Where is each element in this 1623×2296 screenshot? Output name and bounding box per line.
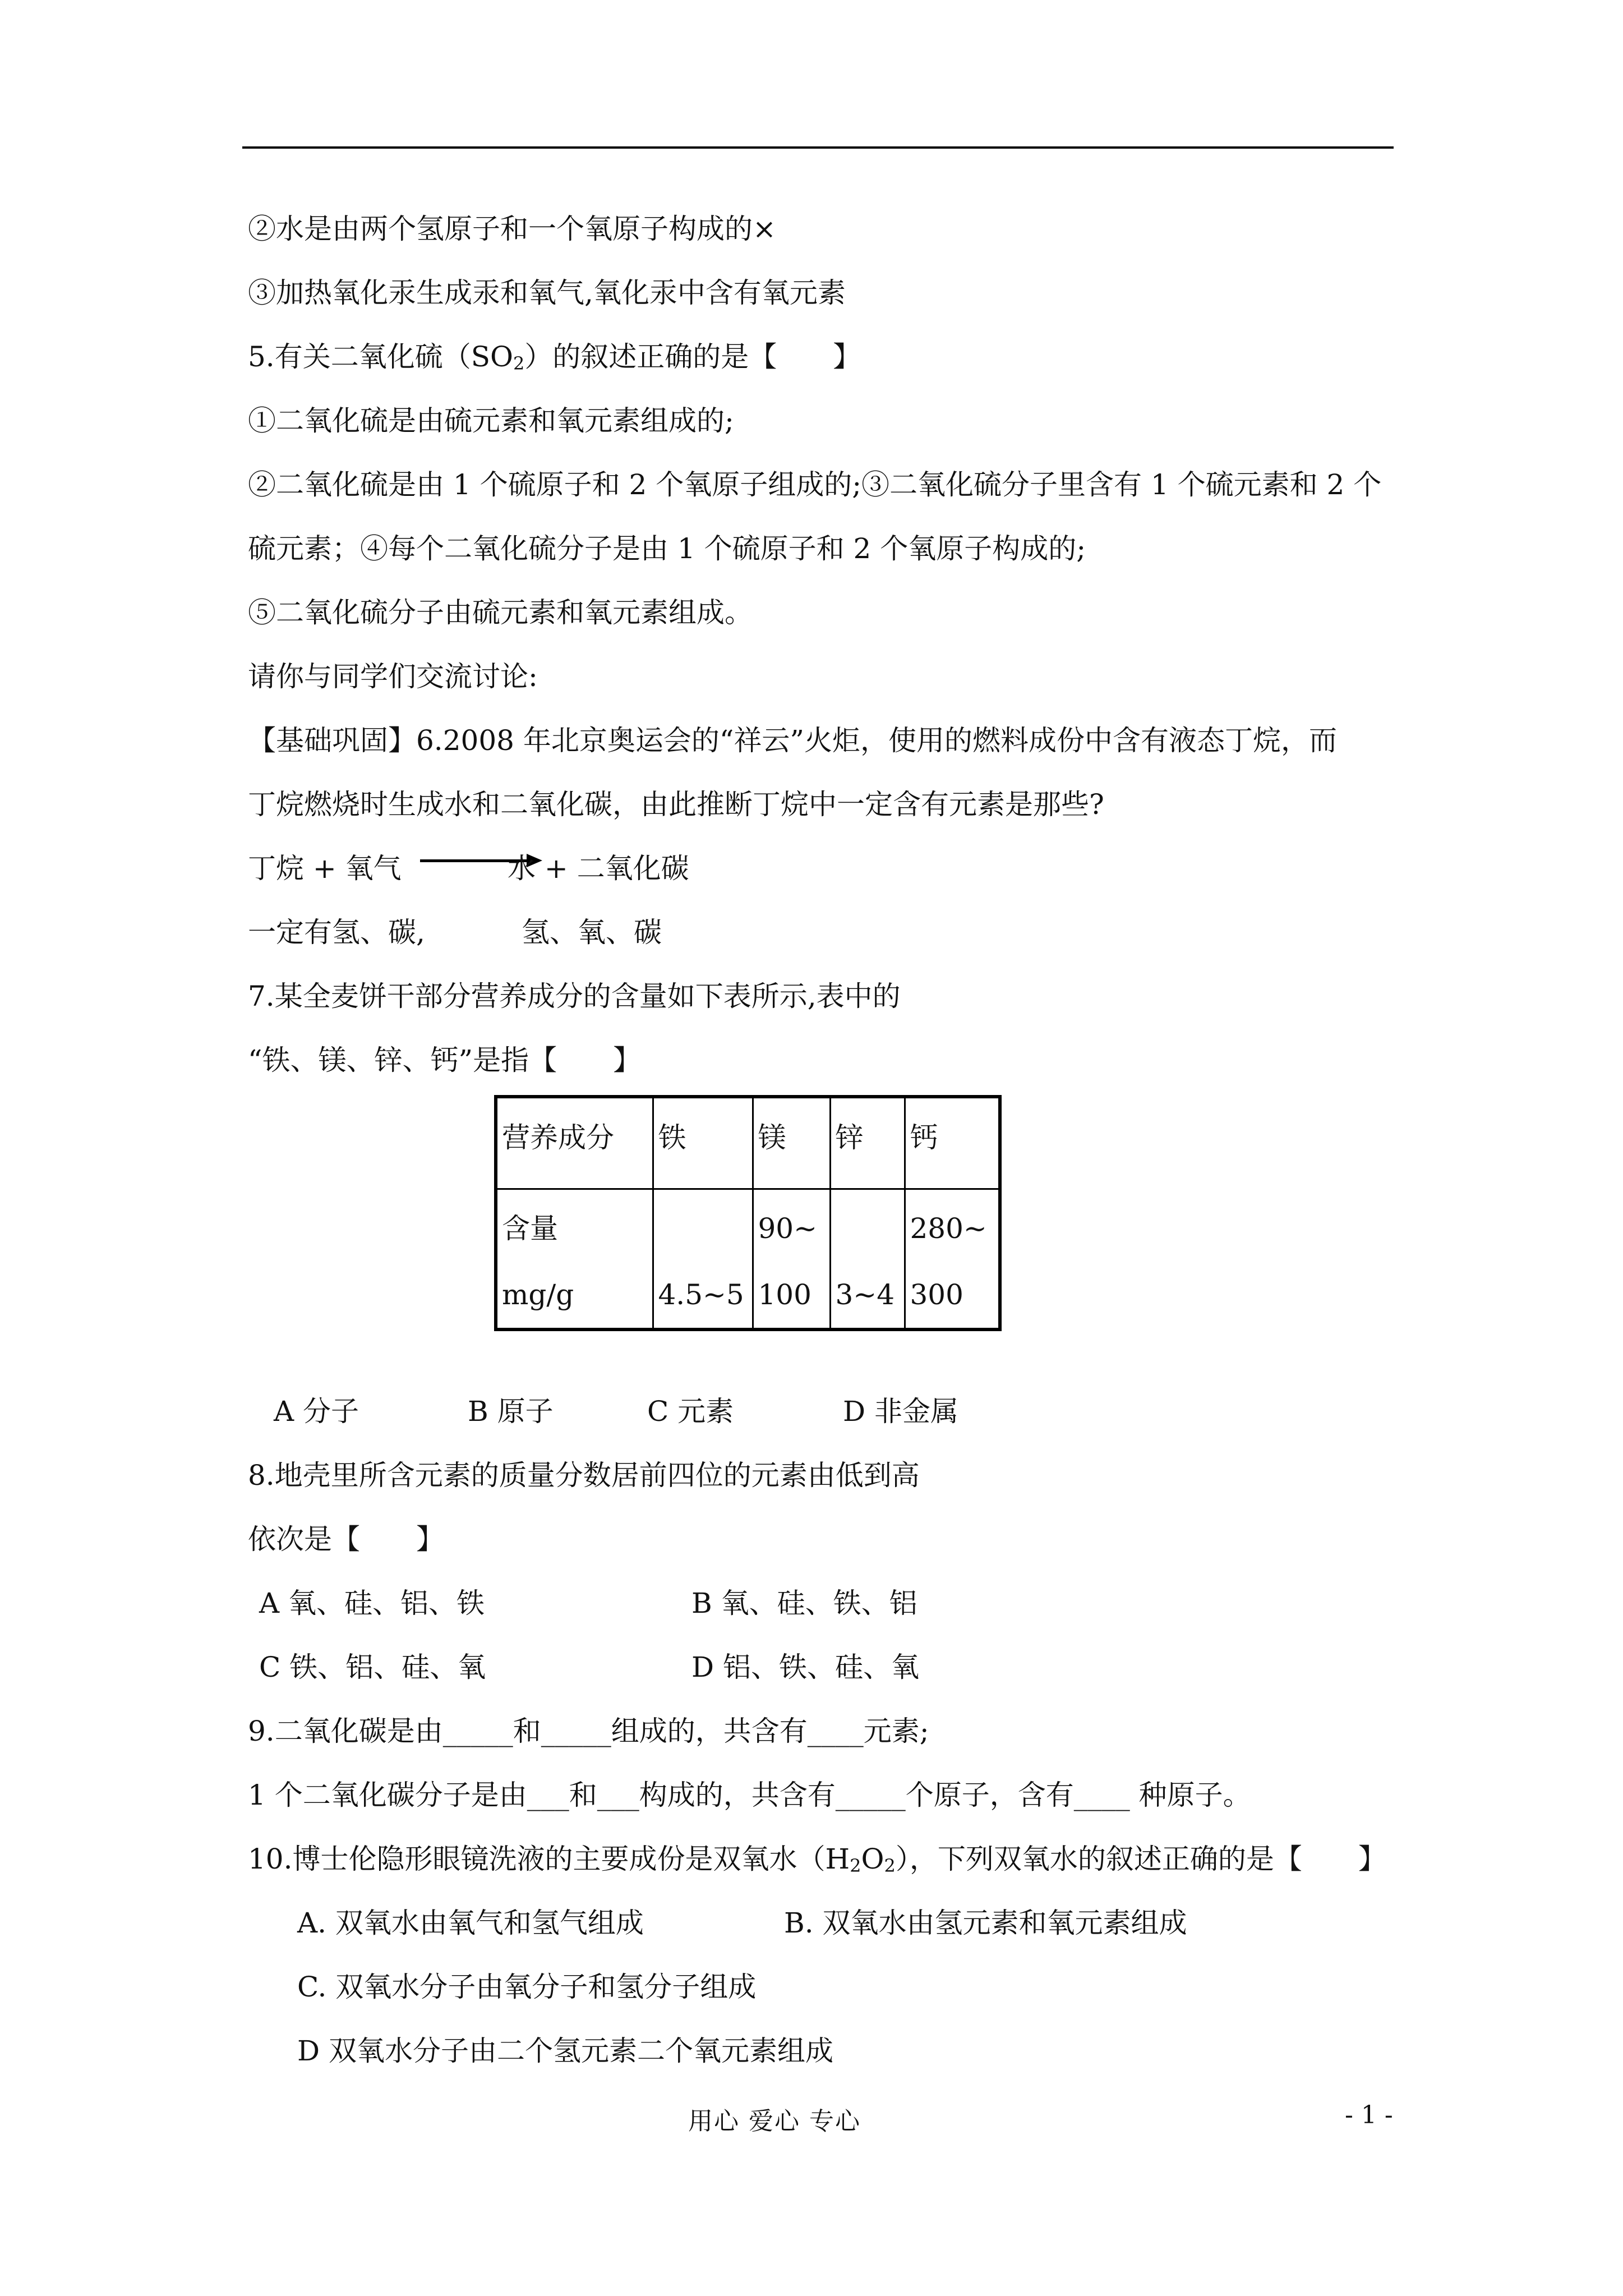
table-row [496,1189,1000,1330]
q10-option-c: C. 双氧水分子由氧分子和氢分子组成 [297,1971,757,2003]
q8-option-a: A 氧、硅、铝、铁 [259,1587,485,1619]
question-10 [248,1842,1386,1876]
q8-option-b: B 氧、硅、铁、铝 [691,1587,917,1619]
q10-option-a: A. 双氧水由氧气和氢气组成 [297,1907,644,1939]
q10-option-d: D 双氧水分子由二个氢元素二个氧元素组成 [297,2035,833,2067]
table-cell-iron [653,1189,753,1330]
table-header-cell: 锌 [830,1097,905,1189]
question-6-line-2: 丁烷燃烧时生成水和二氧化碳，由此推断丁烷中一定含有元素是那些? [248,788,1104,821]
q10-text-pre: 10.博士伦隐形眼镜洗液的主要成份是双氧水（H [248,1843,850,1875]
answer-right: 氢、氧、碳 [522,916,662,949]
q5-text-pre: 5.有关二氧化硫（SO [248,341,513,373]
q5-statement-3-4: 硫元素；④每个二氧化硫分子是由 1 个硫原子和 2 个氧原子构成的; [248,532,1086,565]
q7-option-c: C 元素 [647,1395,734,1428]
q5-subscript: 2 [513,353,525,374]
cell-label-line-2: mg/g [502,1278,574,1311]
q10-text-post: ），下列双氧水的叙述正确的是【 】 [895,1843,1386,1875]
cell-calc-line-2: 300 [910,1278,963,1311]
equation-left: 丁烷 + 氧气 [248,852,402,885]
table-cell-zinc [830,1189,905,1330]
table-header-cell: 铁 [653,1097,753,1189]
nutrition-table [494,1095,1002,1331]
q7-option-d: D 非金属 [843,1395,958,1428]
table-cell-label [496,1189,653,1330]
q10-option-b: B. 双氧水由氢元素和氧元素组成 [784,1907,1187,1939]
question-9-line-1: 9.二氧化碳是由_____和_____组成的，共含有____元素; [248,1715,929,1747]
question-7-line-1: 7.某全麦饼干部分营养成分的含量如下表所示,表中的 [248,980,901,1013]
question-8-line-1: 8.地壳里所含元素的质量分数居前四位的元素由低到高 [248,1459,920,1492]
q5-statement-5: ⑤二氧化硫分子由硫元素和氧元素组成。 [248,596,753,629]
q7-option-a: A 分子 [274,1395,359,1428]
q10-text-mid: O [861,1843,884,1875]
statement-2: ②水是由两个氢原子和一个氧原子构成的× [248,213,776,245]
question-9-line-2: 1 个二氧化碳分子是由___和___构成的，共含有_____个原子，含有____ 种原子。 [248,1779,1251,1811]
cell-mag-line-1: 90~ [758,1212,818,1245]
question-7-line-2: “铁、镁、锌、钙”是指【 】 [248,1044,642,1076]
table-header-cell: 钙 [905,1097,1000,1189]
table-header-cell: 营养成分 [496,1097,653,1189]
page-number: - 1 - [1345,2101,1393,2129]
table-header-cell: 镁 [753,1097,830,1189]
footer-slogan: 用心 爱心 专心 [688,2107,861,2136]
cell-mag-line-2: 100 [758,1278,811,1311]
table-cell-calcium [905,1189,1000,1330]
table-header-row [496,1097,1000,1189]
q7-option-b: B 原子 [468,1395,554,1428]
q5-statement-1: ①二氧化硫是由硫元素和氧元素组成的; [248,404,734,437]
question-8-line-2: 依次是【 】 [248,1523,444,1556]
q5-statement-2-3: ②二氧化硫是由 1 个硫原子和 2 个氧原子组成的;③二氧化硫分子里含有 1 个硫元素和 2 个 [248,468,1382,501]
cell-zinc-value: 3~4 [835,1278,895,1311]
discussion-prompt: 请你与同学们交流讨论: [248,660,538,693]
question-5 [248,340,861,374]
question-6-line-1: 【基础巩固】6.2008 年北京奥运会的“祥云”火炬，使用的燃料成份中含有液态丁烷，而 [248,724,1337,757]
answer-left: 一定有氢、碳, [248,916,425,949]
equation-right: 水 + 二氧化碳 [508,852,689,885]
cell-iron-value: 4.5~5 [658,1278,744,1311]
q10-subscript-2: 2 [884,1855,896,1876]
q8-option-c: C 铁、铝、硅、氧 [259,1651,486,1683]
statement-3: ③加热氧化汞生成汞和氧气,氧化汞中含有氧元素 [248,277,846,309]
cell-label-line-1: 含量 [502,1212,558,1245]
table-cell-magnesium [753,1189,830,1330]
header-rule [242,146,1394,149]
q5-text-post: ）的叙述正确的是【 】 [524,341,861,373]
cell-calc-line-1: 280~ [910,1212,987,1245]
q10-subscript-1: 2 [850,1855,861,1876]
q8-option-d: D 铝、铁、硅、氧 [691,1651,919,1683]
